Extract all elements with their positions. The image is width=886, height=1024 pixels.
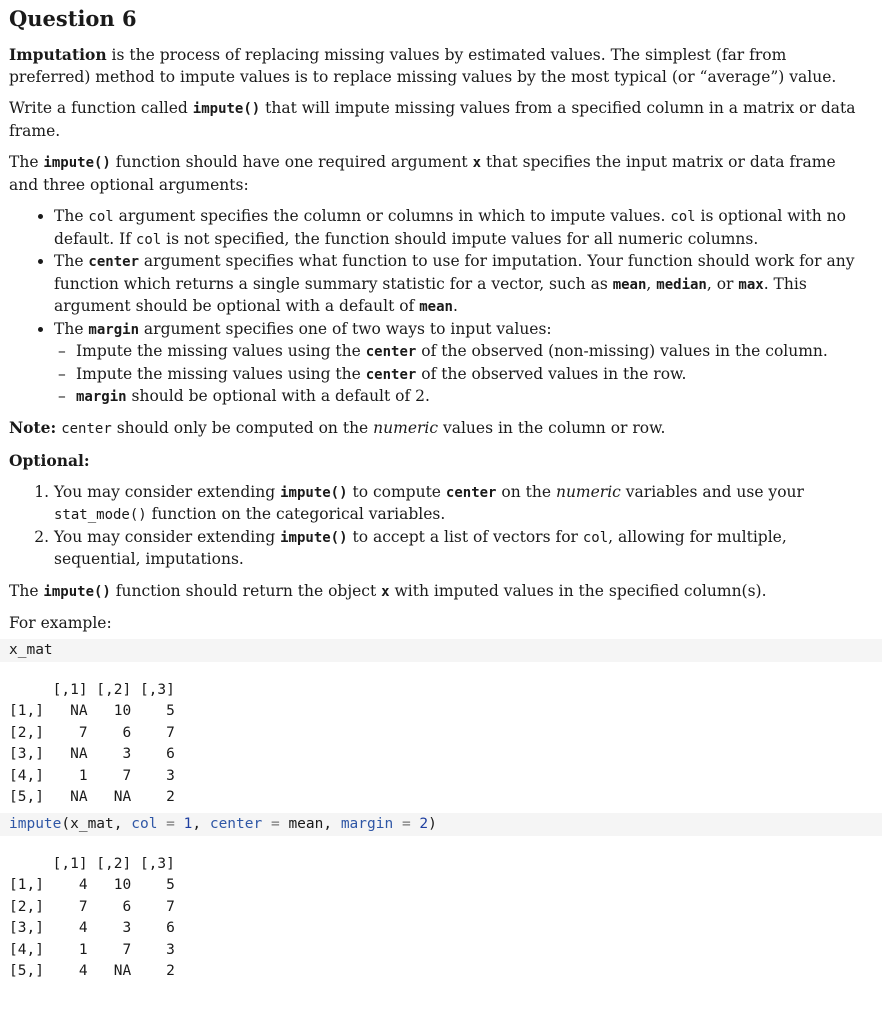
task-paragraph: Write a function called impute() that will impute missing values from a specified column in a matrix or data frame.: [9, 99, 856, 140]
inline-code: col: [135, 231, 162, 248]
sublist-item: – Impute the missing values using the center of the observed values in the row.: [76, 364, 862, 387]
inline-code: col: [670, 209, 696, 225]
inline-code: stat_mode(): [54, 507, 147, 523]
inline-code: mean: [419, 299, 453, 315]
inline-code: max: [738, 276, 764, 293]
inline-code: col: [88, 209, 114, 225]
code-block-input: impute(x_mat, col = 1, center = mean, margin = 2): [0, 813, 882, 836]
inline-code: center: [365, 366, 417, 383]
return-paragraph: The impute() function should return the object x with imputed values in the specified column(s).: [9, 581, 767, 600]
optional-list: [9, 482, 862, 571]
inline-code: mean: [612, 276, 647, 293]
inline-code: center: [88, 254, 139, 270]
optional-heading: Optional:: [9, 451, 90, 470]
code-output: [,1] [,2] [,3] [1,] 4 10 5 [2,] 7 6 7 [3,] 4 3 6 [4,] 1 7 3 [5,] 4 NA 2: [9, 855, 175, 979]
list-item: 2. You may consider extending impute() to accept a list of vectors for col, allowing for multiple, sequential, imputations.: [54, 527, 862, 571]
list-item-margin: • The margin argument specifies one of two ways to input values: – Impute the missing values using the center of the observed (non-missing) values in the column. – Impute the missing values using the center of the observed values in the row. – margin should be optional with a default of 2.: [54, 319, 862, 409]
inline-code: impute(): [280, 529, 348, 546]
arguments-list: [9, 206, 862, 409]
inline-code: impute(): [280, 484, 348, 501]
inline-code: impute(): [43, 583, 111, 600]
arguments-paragraph: The impute() function should have one required argument x that specifies the input matrix or data frame and three optional arguments:: [9, 153, 836, 194]
inline-code: margin: [76, 389, 127, 405]
list-item-col: • The col argument specifies the column or columns in which to impute values. col is optional with no default. If col is not specified, the function should impute values for all numeric columns.: [54, 206, 862, 251]
code-block-input: x_mat: [0, 639, 882, 662]
example-label: For example:: [9, 614, 112, 632]
inline-code: margin: [88, 321, 139, 338]
inline-code: center: [445, 484, 497, 501]
inline-code: median: [656, 276, 707, 293]
intro-paragraph: Imputation is the process of replacing missing values by estimated values. The simplest (far from preferred) method to impute values is to replace missing values by the most typical (or “average”) value.: [9, 45, 837, 86]
inline-code: center: [365, 344, 417, 360]
inline-code: col: [582, 529, 609, 546]
sublist-item: – Impute the missing values using the center of the observed (non-missing) values in the column.: [76, 341, 862, 364]
code-output: [,1] [,2] [,3] [1,] NA 10 5 [2,] 7 6 7 [3,] NA 3 6 [4,] 1 7 3 [5,] NA NA 2: [9, 681, 175, 805]
inline-code: impute(): [192, 101, 261, 117]
question-title: Question 6: [9, 6, 137, 31]
inline-code: impute(): [43, 155, 111, 171]
list-item-center: • The center argument specifies what function to use for imputation. Your function should work for any function which returns a single summary statistic for a vector, such as mean, median, or max. This argument should be optional with a default of mean.: [54, 251, 862, 319]
inline-code: x: [472, 155, 482, 171]
sublist-item: – margin should be optional with a default of 2.: [76, 386, 862, 409]
inline-code: center: [61, 420, 112, 437]
inline-code: x: [381, 583, 390, 600]
note-paragraph: Note: center should only be computed on the numeric values in the column or row.: [9, 417, 666, 437]
note-label: Note:: [9, 417, 57, 437]
list-item: 1. You may consider extending impute() to compute center on the numeric variables and use your stat_mode() function on the categorical variables.: [54, 482, 862, 527]
intro-term: Imputation: [9, 45, 107, 64]
margin-sublist: [54, 341, 862, 409]
